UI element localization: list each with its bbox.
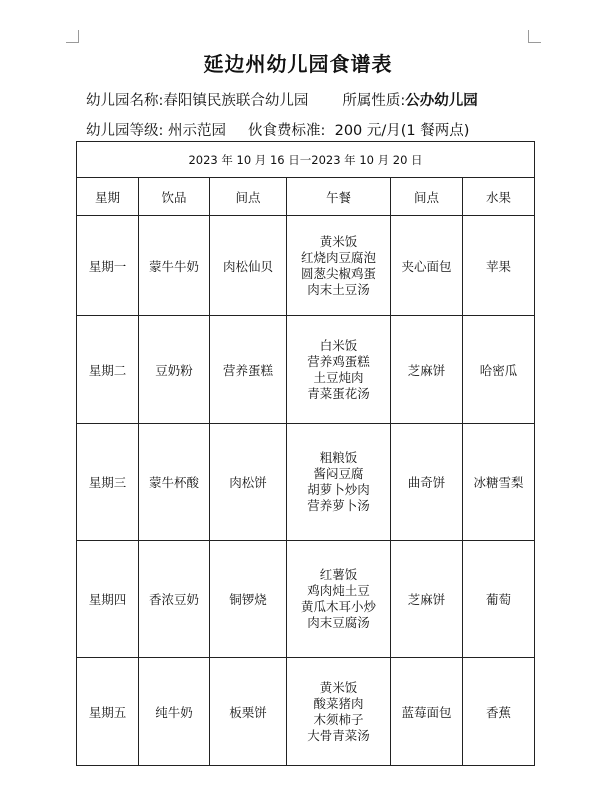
date-range-row [77,142,535,178]
table-row [77,658,535,766]
drink-cell: 蒙牛杯酸 [139,424,210,541]
snack1-cell: 铜锣烧 [210,541,287,658]
day-cell: 星期二 [77,316,139,424]
lunch-item: 土豆炖肉 [313,369,364,385]
day-cell: 星期四 [77,541,139,658]
header-fruit: 水果 [463,178,535,216]
header-day: 星期 [77,178,139,216]
snack2-cell: 芝麻饼 [391,541,463,658]
header-snack1: 间点 [210,178,287,216]
info-line-2 [86,119,469,140]
day-cell: 星期五 [77,658,139,766]
snack1-cell: 营养蛋糕 [210,316,287,424]
lunch-cell [287,216,391,316]
table-row [77,424,535,541]
drink-cell: 豆奶粉 [139,316,210,424]
fruit-cell: 苹果 [463,216,535,316]
snack2-cell: 夹心面包 [391,216,463,316]
type-value: 公办幼儿园 [405,93,478,109]
lunch-cell [287,424,391,541]
drink-cell: 纯牛奶 [139,658,210,766]
fee-value: 200 元/月(1 餐两点) [334,123,470,139]
lunch-item: 白米饭 [319,337,358,353]
lunch-cell [287,541,391,658]
header-lunch: 午餐 [287,178,391,216]
table-row [77,541,535,658]
lunch-item: 粗粮饭 [319,450,358,465]
menu-table [76,141,535,766]
lunch-item: 圆葱尖椒鸡蛋 [300,265,376,281]
page-title: 延边州幼儿园食谱表 [203,52,393,76]
lunch-item: 营养鸡蛋糕 [307,353,370,369]
grade-value: 州示范园 [168,123,226,139]
lunch-item: 黄米饭 [319,679,358,695]
lunch-item: 肉末土豆汤 [307,281,370,297]
header-row [77,178,535,216]
snack1-cell: 肉松仙贝 [210,216,287,316]
snack2-cell: 蓝莓面包 [391,658,463,766]
lunch-item: 红烧肉豆腐泡 [300,249,376,265]
date-range: 2023 年 10 月 16 日一2023 年 10 月 20 日 [77,142,535,178]
fruit-cell: 葡萄 [463,541,535,658]
type-label: 所属性质: [342,93,406,109]
day-cell: 星期一 [77,216,139,316]
drink-cell: 香浓豆奶 [139,541,210,658]
grade-label: 幼儿园等级: [86,123,164,139]
snack1-cell: 板栗饼 [210,658,287,766]
lunch-item: 黄瓜木耳小炒 [300,599,376,614]
snack1-cell: 肉松饼 [210,424,287,541]
fruit-cell: 冰糖雪梨 [463,424,535,541]
table-row [77,216,535,316]
page-corner-mark-right [528,30,541,43]
day-cell: 星期三 [77,424,139,541]
lunch-item: 酸菜猪肉 [313,695,364,711]
drink-cell: 蒙牛牛奶 [139,216,210,316]
lunch-item: 黄米饭 [319,233,358,249]
fee-label: 伙食费标准: [248,123,326,139]
lunch-item: 木须柿子 [313,711,364,727]
snack2-cell: 曲奇饼 [391,424,463,541]
info-line-1 [86,89,478,110]
table-row [77,316,535,424]
header-snack2: 间点 [391,178,463,216]
fruit-cell: 哈密瓜 [463,316,535,424]
fruit-cell: 香蕉 [463,658,535,766]
name-value: 春阳镇民族联合幼儿园 [163,93,309,109]
lunch-item: 鸡肉炖土豆 [307,583,370,598]
page-corner-mark-left [66,30,79,43]
lunch-item: 营养萝卜汤 [307,498,370,513]
lunch-cell [287,658,391,766]
lunch-item: 红薯饭 [319,567,358,582]
lunch-item: 胡萝卜炒肉 [307,482,370,497]
lunch-item: 青菜蛋花汤 [307,385,370,401]
lunch-item: 酱闷豆腐 [313,466,364,481]
snack2-cell: 芝麻饼 [391,316,463,424]
lunch-item: 大骨青菜汤 [307,727,370,743]
lunch-cell [287,316,391,424]
name-label: 幼儿园名称: [86,93,164,109]
header-drink: 饮品 [139,178,210,216]
lunch-item: 肉末豆腐汤 [307,615,370,630]
